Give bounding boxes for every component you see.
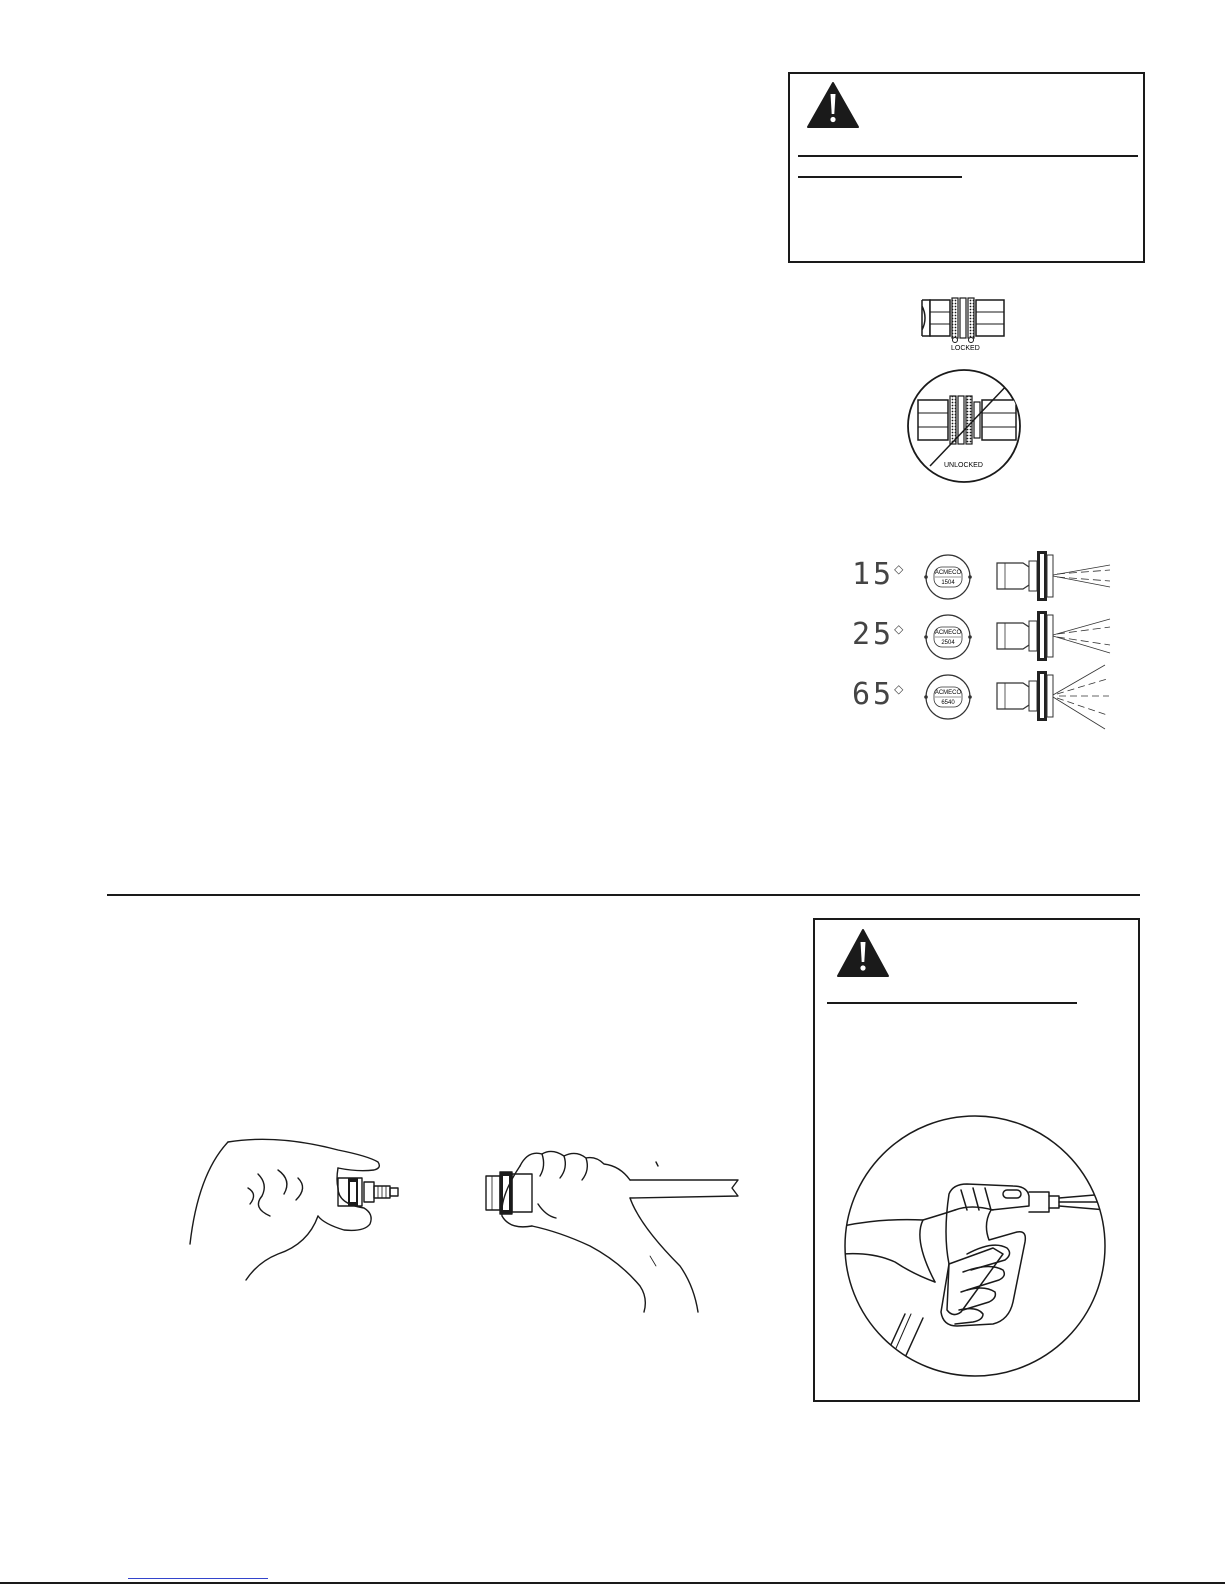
unlocked-label: UNLOCKED [944,462,983,469]
nozzle-row [850,605,1120,660]
nozzle-code: 6540 [941,700,955,706]
warning-triangle-icon [806,81,860,129]
locked-coupler [922,298,1004,352]
warning-rule [827,1002,1077,1004]
nozzle-chart [850,545,1120,735]
coupler-lock-diagram [900,296,1030,488]
nozzle-angle: 15◇ [852,557,907,592]
warning-box-top [788,72,1145,263]
warning-triangle-icon [836,928,890,978]
footer-link-underline[interactable] [128,1578,268,1579]
nozzle-code: 2504 [941,640,955,646]
footer-rule [0,1582,1225,1584]
nozzle-spray-65 [995,665,1115,733]
locked-label: LOCKED [951,345,980,352]
nozzle-row [850,545,1120,600]
warning-rule-short [798,176,962,178]
unlocked-coupler [908,370,1020,482]
warning-rule-full [798,155,1138,157]
nozzle-tip-face [924,553,972,601]
nozzle-tip-face [924,613,972,661]
nozzle-brand: ACMECO [934,630,962,636]
hand-connect-wand-illustration [480,1136,740,1316]
spray-gun-trigger-illustration [843,1114,1107,1378]
nozzle-spray-25 [995,607,1115,663]
warning-box-bottom [813,918,1140,1402]
nozzle-spray-15 [995,547,1115,603]
section-divider [107,894,1140,896]
nozzle-tip-face [924,673,972,721]
nozzle-brand: ACMECO [934,570,962,576]
nozzle-brand: ACMECO [934,690,962,696]
nozzle-angle: 25◇ [852,617,907,652]
nozzle-code: 1504 [941,580,955,586]
nozzle-angle: 65◇ [852,677,907,712]
nozzle-row [850,665,1120,735]
hand-pull-coupler-illustration [188,1134,408,1284]
